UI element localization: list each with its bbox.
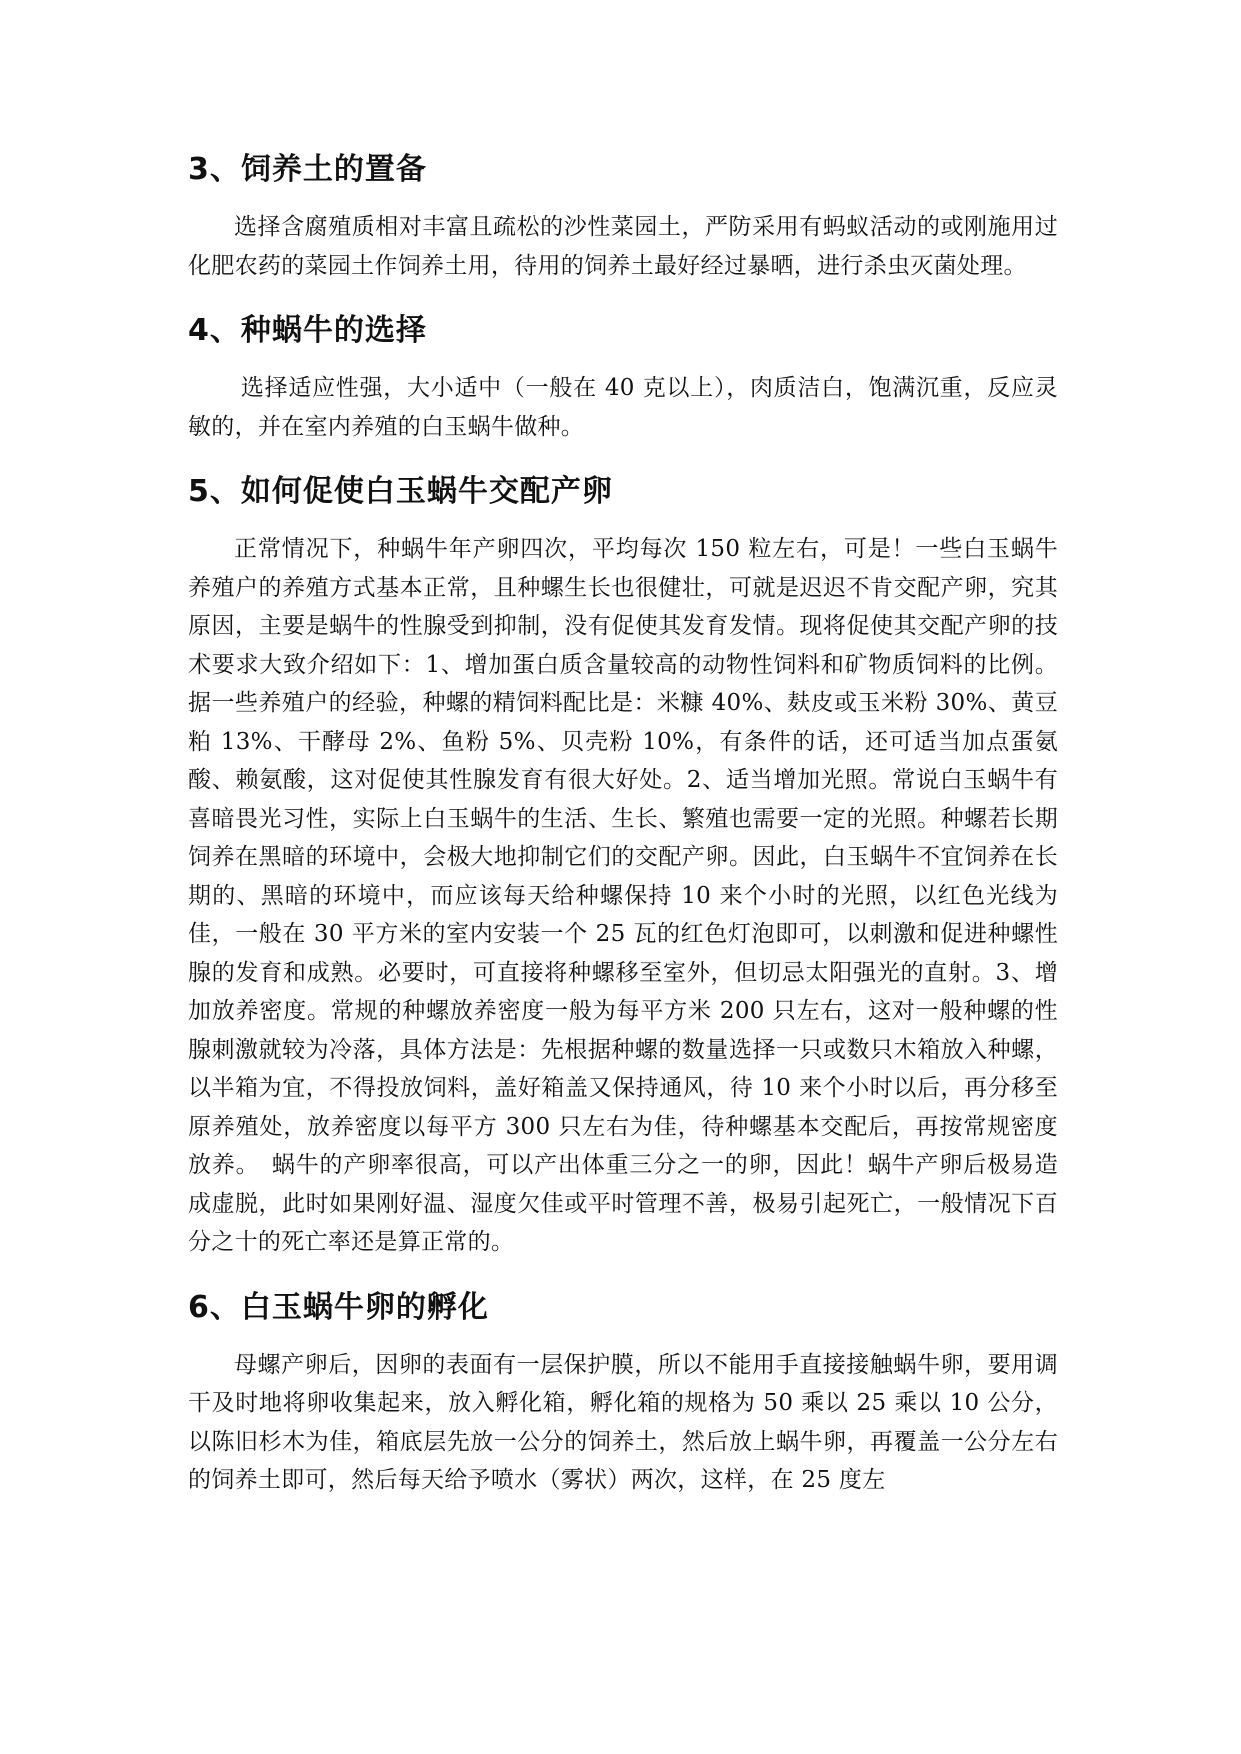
section-soil-preparation <box>188 150 1058 285</box>
section-paragraph: 正常情况下，种蜗牛年产卵四次，平均每次 150 粒左右，可是！一些白玉蜗牛养殖户的养殖方式基本正常，且种螺生长也很健壮，可就是迟迟不肯交配产卵，究其原因，主要是蜗牛的性腺受到抑制，没有促使其发育发情。现将促使其交配产卵的技术要求大致介绍如下：1、增加蛋白质含量较高的动物性饲料和矿物质饲料的比例。据一些养殖户的经验，种螺的精饲料配比是：米糠 40%、麸皮或玉米粉 30%、黄豆粕 13%、干酵母 2%、鱼粉 5%、贝壳粉 10%，有条件的话，还可适当加点蛋氨酸、赖氨酸，这对促使其性腺发育有很大好处。2、适当增加光照。常说白玉蜗牛有喜暗畏光习性，实际上白玉蜗牛的生活、生长、繁殖也需要一定的光照。种螺若长期饲养在黑暗的环境中，会极大地抑制它们的交配产卵。因此，白玉蜗牛不宜饲养在长期的、黑暗的环境中，而应该每天给种螺保持 10 来个小时的光照，以红色光线为佳，一般在 30 平方米的室内安装一个 25 瓦的红色灯泡即可，以刺激和促进种螺性腺的发育和成熟。必要时，可直接将种螺移至室外，但切忌太阳强光的直射。3、增加放养密度。常规的种螺放养密度一般为每平方米 200 只左右，这对一般种螺的性腺刺激就较为冷落，具体方法是：先根据种螺的数量选择一只或数只木箱放入种螺，以半箱为宜，不得投放饲料，盖好箱盖又保持通风，待 10 来个小时以后，再分移至原养殖处，放养密度以每平方 300 只左右为佳，待种螺基本交配后，再按常规密度放养。 蜗牛的产卵率很高，可以产出体重三分之一的卵，因此！蜗牛产卵后极易造成虚脱，此时如果刚好温、湿度欠佳或平时管理不善，极易引起死亡，一般情况下百分之十的死亡率还是算正常的。 <box>188 536 1058 1255</box>
section-breeder-selection <box>188 311 1058 446</box>
document-page <box>188 150 1058 1526</box>
section-paragraph: 选择适应性强，大小适中（一般在 40 克以上），肉质洁白，饱满沉重，反应灵敏的，并在室内养殖的白玉蜗牛做种。 <box>188 375 1058 440</box>
section-heading: 6、白玉蜗牛卵的孵化 <box>188 1289 489 1325</box>
section-paragraph: 母螺产卵后，因卵的表面有一层保护膜，所以不能用手直接接触蜗牛卵，要用调干及时地将卵收集起来，放入孵化箱，孵化箱的规格为 50 乘以 25 乘以 10 公分，以陈旧杉木为佳，箱底层先放一公分的饲养土，然后放上蜗牛卵，再覆盖一公分左右的饲养土即可，然后每天给予喷水（雾状）两次，这样，在 25 度左 <box>188 1351 1058 1493</box>
section-heading: 3、饲养土的置备 <box>188 152 427 187</box>
section-mating-spawning <box>188 472 1058 1262</box>
section-heading: 5、如何促使白玉蜗牛交配产卵 <box>188 474 613 509</box>
section-paragraph: 选择含腐殖质相对丰富且疏松的沙性菜园土，严防采用有蚂蚁活动的或刚施用过化肥农药的菜园土作饲养土用，待用的饲养土最好经过暴晒，进行杀虫灭菌处理。 <box>188 214 1058 279</box>
section-egg-incubation <box>188 1288 1058 1500</box>
section-heading: 4、种蜗牛的选择 <box>188 313 427 348</box>
